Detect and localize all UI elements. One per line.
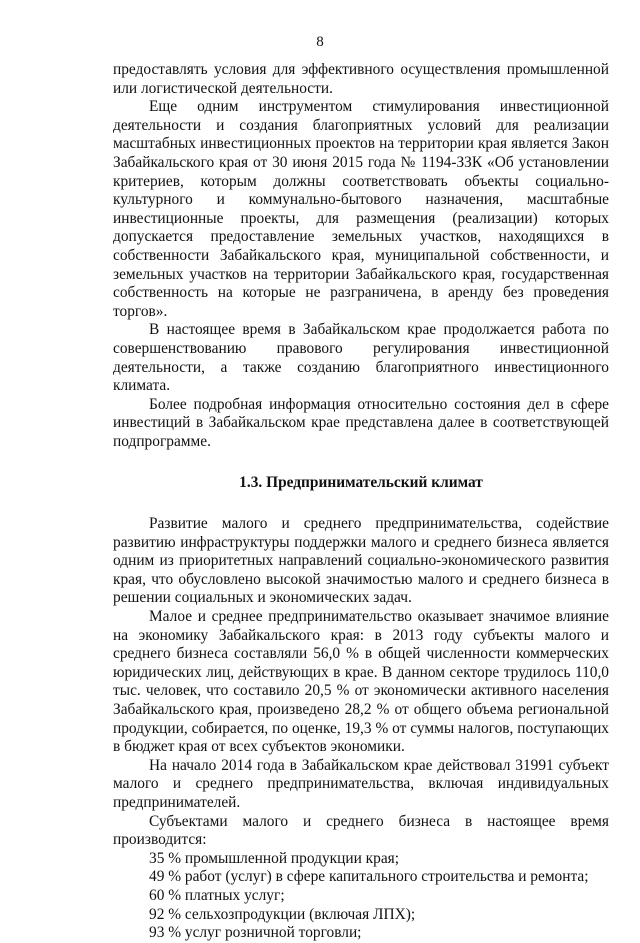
paragraph: На начало 2014 года в Забайкальском крае действовал 31991 субъект малого и среднего предпринимательства, включая индивидуальных предпринимателей.: [113, 756, 609, 811]
paragraph: Развитие малого и среднего предпринимательства, содействие развитию инфраструктуры поддержки малого и среднего бизнеса является одним из приоритетных направлений социально-экономического развития края, что обусловлено высокой значимостью малого и среднего бизнеса в решении социальных и экономических задач.: [113, 515, 609, 607]
list-item: 60 % платных услуг;: [149, 886, 285, 904]
list-item: 93 % услуг розничной торговли;: [149, 924, 362, 942]
list-item: 49 % работ (услуг) в сфере капитального строительства и ремонта;: [149, 868, 589, 886]
paragraph: предоставлять условия для эффективного осуществления промышленной или логистической деятельности.: [113, 61, 609, 97]
paragraph: Более подробная информация относительно состояния дел в сфере инвестиций в Забайкальском крае представлена далее в соответствующей подпрограмме.: [113, 395, 609, 450]
page-number: 8: [316, 34, 324, 50]
paragraph: Субъектами малого и среднего бизнеса в настоящее время производится:: [113, 812, 609, 849]
list-item: 92 % сельхозпродукции (включая ЛПХ);: [149, 905, 416, 923]
paragraph: Еще одним инструментом стимулирования инвестиционной деятельности и создания благоприятных условий для реализации масштабных инвестиционных проектов на территории края является Закон Забайкальского края от 30 июня 2015 года № 1194-ЗЗК «Об установлении критериев, которым должны соответствовать объекты социально-культурного и коммунально-бытового назначения, масштабные инвестиционные проекты, для размещения (реализации) которых допускается предоставление земельных участков, находящихся в собственности Забайкальского края, муниципальной собственности, и земельных участков на территории Забайкальского края, государственная собственность на которые не разграничена, в аренду без проведения торгов».: [113, 98, 609, 320]
paragraph: В настоящее время в Забайкальском крае продолжается работа по совершенствованию правового регулирования инвестиционной деятельности, а также созданию благоприятного инвестиционного климата.: [113, 321, 609, 395]
section-heading: 1.3. Предпринимательский климат: [239, 474, 483, 492]
paragraph: Малое и среднее предпринимательство оказывает значимое влияние на экономику Забайкальского края: в 2013 году субъекты малого и среднего бизнеса составляли 56,0 % в общей численности коммерческих юридических лиц, действующих в крае. В данном секторе трудилось 110,0 тыс. человек, что составило 20,5 % от экономически активного населения Забайкальского края, произведено 28,2 % от общего объема региональной продукции, собирается, по оценке, 19,3 % от суммы налогов, поступающих в бюджет края от всех субъектов экономики.: [113, 608, 609, 756]
list-item: 35 % промышленной продукции края;: [149, 849, 400, 867]
page-body: [113, 61, 609, 943]
